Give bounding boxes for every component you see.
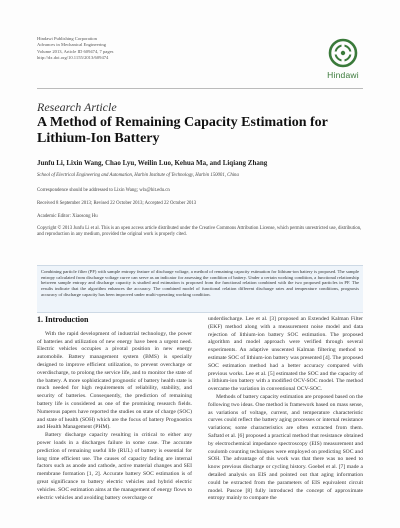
article-type: Research Article [37,100,117,114]
header-divider [37,88,363,89]
body-paragraph: Methods of battery capacity estimation are proposed based on the following two ideas. One method is framework based on mass sense, as variations of voltage, current, and temperature characteristic curves could reflect the battery aging processes or internal resistance variations; some characteristics are often extracted from them. Saftatd et al. [6] proposed a practical method that resistance obtained by electrochemical impedance spectroscopy (EIS) measurement and coulomb counting techniques were employed on predicting SOC and SOH. The advantage of this work was that there was no need to know previous discharge or cycling history. Goebel et al. [7] made a detailed analysis on EIS and pointed out that aging information could be extracted from the parameters of EIS equivalent circuit model. Pascoe [8] fully introduced the concept of approximate entropy mainly to compare the [208,393,363,502]
section-heading: 1. Introduction [37,315,89,324]
abstract-box [37,265,363,313]
body-paragraph: underdischarge. Lee et al. [3] proposed an Extended Kalman Filter (EKF) method along with a measurement noise model and data rejection of lithium-ion battery SOC estimation. The proposed algorithm and model approach were verified through several experiments. An adaptive unscented Kalman filtering method to estimate SOC of lithium-ion battery was presented [4]. The proposed SOC estimation method had a better accuracy compared with previous works. Lee et al. [5] estimated the SOC and the capacity of a lithium-ion battery with a modified OCV-SOC model. The method overcame the variation in conventional OCV-SOC. [208,316,363,393]
left-column [37,316,192,502]
copyright-notice: Copyright © 2013 Junfu Li et al. This is an open access article distributed under the Creative Commons Attribution License, which permits unrestricted use, distribution, and reproduction in any medium, provided the original work is properly cited. [37,226,362,237]
body-paragraph: With the rapid development of industrial technology, the power of batteries and utilization of new energy have been a urgent need. Electric vehicles occupies a pivotal position in new energy automobile. Battery management system (BMS) is specially designed to improve efficient utilization, to prevent overcharge or overdischarge, to prolong the service life, and to monitor the state of the battery. A more sophisticated prognostic of battery health state is much needed for high requirements of reliability, stability, and security of batteries. Consequently, the prediction of remaining battery life is considered as one of the promising research fields. Numerous papers have reported the studies on state of charge (SOC) and state of health (SOH) which are the focus of battery Prognostics and Health Management (PHM). [37,330,192,431]
journal-volume: Volume 2013, Article ID 609474, 7 pages [37,48,114,54]
body-paragraph: Battery discharge capacity resulting in critical to either any power loads in a discharges failure in some case. The accurate prediction of remaining useful life (RUL) of battery is essential for long time efficient use. The causes of capacity fading are internal factors such as anode and cathode, active material changes and SEI membrane formation [1, 2]. Accurate battery SOC estimation is of great significance to battery electric vehicles and hybrid electric vehicles. SOC estimation aims at the management of energy flows to electric vehicles and avoiding battery overcharge or [37,432,192,501]
author-list: Junfu Li, Lixin Wang, Chao Lyu, Weilin Luo, Kehua Ma, and Liqiang Zhang [37,159,268,167]
hindawi-logo [320,38,366,80]
logo-text: Hindawi [327,70,359,80]
correspondence: Correspondence should be addressed to Lixin Wang; wlx@hit.edu.cn [37,188,170,193]
abstract-text: Combining particle filter (PF) with sample entropy feature of discharge voltage, a method of remaining capacity estimation for lithium-ion battery is proposed. The sample entropy calculated from discharge voltage curve can serve as an indicator for assessing the condition of battery. Under a certain working condition, a functional relationship between sample entropy and discharge capacity is studied and estimation is proposed from the functional relation combined with the two proposed particles in PF. The results indicate that the algorithm enhances the accuracy. The combined model of functional relation different discharge rates and temperature conditions, prognosis accuracy of discharge capacity has been improved under multi-operating working condition. [41,269,359,297]
hindawi-logo-icon [328,38,358,68]
article-title: A Method of Remaining Capacity Estimation for Lithium-Ion Battery [37,115,328,146]
publisher-name: Hindawi Publishing Corporation [37,36,97,41]
affiliation: School of Electrical Engineering and Automation, Harbin Institute of Technology, Harbin 150001, China [37,173,239,178]
article-dates: Received 8 September 2013; Revised 22 October 2013; Accepted 22 October 2013 [37,201,197,206]
journal-name: Advances in Mechanical Engineering [37,42,107,48]
doi-link[interactable]: http://dx.doi.org/10.1155/2013/609474 [37,55,109,61]
academic-editor: Academic Editor: Xiaosong Hu [37,214,98,219]
right-column [208,316,363,503]
journal-header [37,36,237,62]
